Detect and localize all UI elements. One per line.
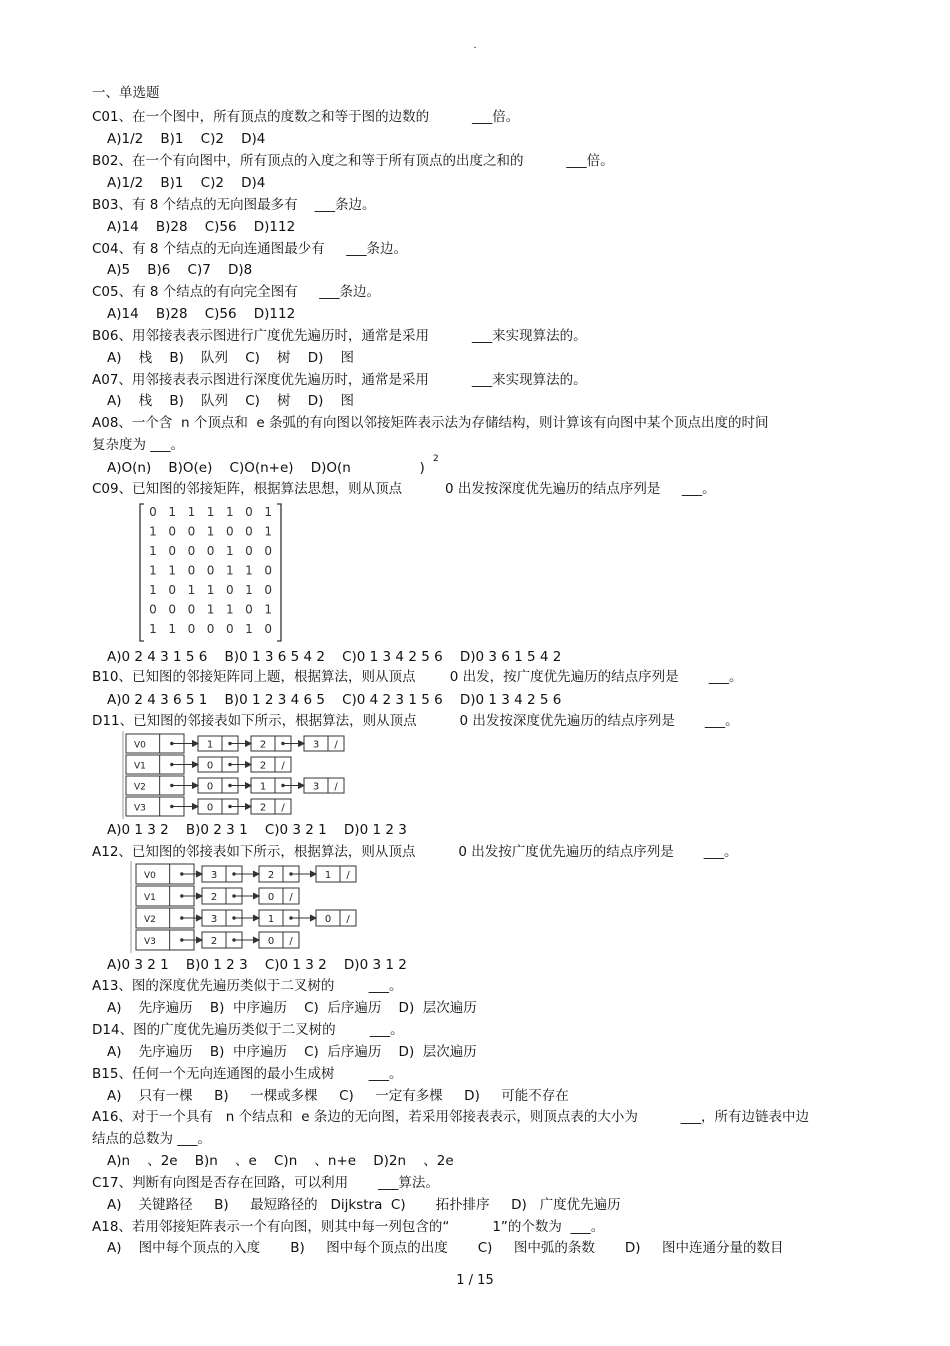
matrix-cell: 1 bbox=[206, 583, 215, 597]
question-10-options: A)0 2 4 3 6 5 1 B)0 1 2 3 4 6 5 C)0 4 2 3 1 5 6 D)0 1 3 4 2 5 6 bbox=[107, 692, 562, 708]
matrix-cell: 0 bbox=[168, 602, 177, 617]
matrix-cell: 0 bbox=[245, 602, 253, 617]
matrix-cell: 1 bbox=[245, 583, 253, 597]
question-14-options: A) 先序遍历 B) 中序遍历 C) 后序遍历 D) 层次遍历 bbox=[107, 1044, 477, 1060]
vertex-head-label: V3 bbox=[134, 803, 146, 814]
question-17: C17、判断有向图是否存在回路，可以利用 ___算法。 bbox=[92, 1175, 439, 1191]
edge-node-vertex: 0 bbox=[267, 892, 275, 903]
question-07: A07、用邻接表表示图进行深度优先遍历时，通常是采用 ___来实现算法的。 bbox=[92, 372, 587, 388]
edge-node-vertex: 2 bbox=[210, 936, 218, 947]
question-18: A18、若用邻接矩阵表示一个有向图，则其中每一列包含的“ 1”的个数为 ___。 bbox=[92, 1219, 605, 1235]
question-13: A13、图的深度优先遍历类似于二叉树的 ___。 bbox=[92, 978, 403, 994]
matrix-cell: 0 bbox=[187, 622, 196, 636]
matrix-cell: 0 bbox=[168, 524, 177, 539]
matrix-cell: 1 bbox=[168, 622, 177, 636]
question-03: B03、有 8 个结点的无向图最多有 ___条边。 bbox=[92, 197, 376, 213]
edge-node bbox=[251, 799, 291, 814]
matrix-cell: 1 bbox=[149, 583, 157, 597]
matrix-cell: 1 bbox=[168, 563, 177, 578]
page-header-dot: . bbox=[473, 40, 477, 51]
matrix-cell: 0 bbox=[206, 544, 215, 558]
matrix-cell: 1 bbox=[245, 563, 253, 578]
question-18-options: A) 图中每个顶点的入度 B) 图中每个顶点的出度 C) 图中弧的条数 D) 图中连通分量的数目 bbox=[107, 1240, 784, 1256]
edge-node-vertex: 2 bbox=[259, 760, 267, 772]
question-06-options: A) 栈 B) 队列 C) 树 D) 图 bbox=[107, 350, 355, 366]
question-12: A12、已知图的邻接表如下所示，根据算法，则从顶点 0 出发按广度优先遍历的结点序列是 ___。 bbox=[92, 844, 738, 860]
vertex-head-label: V2 bbox=[144, 915, 156, 925]
question-03-options: A)14 B)28 C)56 D)112 bbox=[107, 219, 296, 235]
vertex-head-label: V1 bbox=[144, 893, 156, 903]
matrix-cell: 0 bbox=[264, 563, 273, 578]
null-pointer-mark: / bbox=[289, 936, 293, 947]
edge-node-vertex: 2 bbox=[259, 802, 267, 814]
matrix-cell: 0 bbox=[264, 583, 273, 597]
question-15-options: A) 只有一棵 B) 一棵或多棵 C) 一定有多棵 D) 可能不存在 bbox=[107, 1088, 569, 1104]
vertex-head-label: V0 bbox=[134, 740, 146, 751]
edge-node-vertex: 1 bbox=[324, 870, 332, 881]
edge-node-vertex: 0 bbox=[206, 760, 214, 772]
edge-node-vertex: 2 bbox=[267, 870, 275, 881]
matrix-cell: 1 bbox=[264, 505, 273, 519]
edge-node-vertex: 3 bbox=[210, 870, 218, 881]
vertex-head-label: V0 bbox=[144, 871, 156, 881]
matrix-cell: 1 bbox=[149, 524, 157, 539]
matrix-cell: 0 bbox=[168, 583, 177, 597]
matrix-cell: 1 bbox=[264, 524, 273, 539]
matrix-cell: 0 bbox=[206, 563, 215, 578]
edge-node-vertex: 0 bbox=[324, 914, 332, 925]
edge-node-vertex: 1 bbox=[206, 739, 214, 751]
question-02: B02、在一个有向图中，所有顶点的入度之和等于所有顶点的出度之和的 ___倍。 bbox=[92, 153, 614, 169]
question-13-options: A) 先序遍历 B) 中序遍历 C) 后序遍历 D) 层次遍历 bbox=[107, 1000, 477, 1016]
null-pointer-mark: / bbox=[346, 914, 350, 925]
matrix-cell: 0 bbox=[245, 505, 253, 519]
matrix-cell: 0 bbox=[187, 602, 196, 617]
matrix-cell: 1 bbox=[225, 544, 234, 558]
edge-node-vertex: 1 bbox=[267, 914, 275, 925]
question-16-options: A)n 、2e B)n 、e C)n 、n+e D)2n 、2e bbox=[107, 1153, 454, 1169]
edge-node-vertex: 0 bbox=[267, 936, 275, 947]
matrix-cell: 0 bbox=[187, 563, 196, 578]
edge-node bbox=[259, 888, 299, 904]
matrix-cell: 1 bbox=[245, 622, 253, 636]
matrix-cell: 0 bbox=[245, 524, 253, 539]
matrix-cell: 0 bbox=[168, 544, 177, 558]
adjacency-list-figure-1 bbox=[122, 731, 372, 821]
matrix-cell: 0 bbox=[149, 505, 157, 519]
edge-node bbox=[304, 778, 344, 793]
null-pointer-mark: / bbox=[334, 739, 338, 751]
edge-node-vertex: 2 bbox=[259, 739, 267, 751]
question-01: C01、在一个图中，所有顶点的度数之和等于图的边数的 ___倍。 bbox=[92, 109, 520, 125]
matrix-cell: 0 bbox=[225, 622, 234, 636]
question-09: C09、已知图的邻接矩阵，根据算法思想，则从顶点 0 出发按深度优先遍历的结点序列是 ___。 bbox=[92, 481, 716, 497]
null-pointer-mark: / bbox=[289, 892, 293, 903]
question-11: D11、已知图的邻接表如下所示，根据算法，则从顶点 0 出发按深度优先遍历的结点序列是 ___。 bbox=[92, 713, 739, 729]
matrix-cell: 1 bbox=[264, 602, 273, 617]
edge-node bbox=[259, 932, 299, 948]
matrix-cell: 0 bbox=[149, 602, 157, 617]
matrix-cell: 1 bbox=[168, 505, 177, 519]
matrix-cell: 1 bbox=[149, 622, 157, 636]
edge-node-vertex: 3 bbox=[312, 781, 320, 793]
question-01-options: A)1/2 B)1 C)2 D)4 bbox=[107, 131, 266, 147]
question-12-options: A)0 3 2 1 B)0 1 2 3 C)0 1 3 2 D)0 3 1 2 bbox=[107, 957, 407, 973]
matrix-cell: 1 bbox=[206, 505, 215, 519]
adjacency-matrix bbox=[138, 500, 283, 645]
question-05: C05、有 8 个结点的有向完全图有 ___条边。 bbox=[92, 284, 380, 300]
matrix-cell: 1 bbox=[187, 505, 196, 519]
null-pointer-mark: / bbox=[334, 781, 338, 793]
question-08-options: A)O(n) B)O(e) C)O(n+e) D)O(n ) bbox=[107, 460, 425, 476]
edge-node bbox=[316, 866, 356, 882]
question-14: D14、图的广度优先遍历类似于二叉树的 ___。 bbox=[92, 1022, 404, 1038]
adjacency-list-figure-2 bbox=[130, 861, 375, 953]
question-04-options: A)5 B)6 C)7 D)8 bbox=[107, 262, 253, 278]
matrix-cell: 1 bbox=[149, 544, 157, 558]
question-04: C04、有 8 个结点的无向连通图最少有 ___条边。 bbox=[92, 241, 407, 257]
matrix-cell: 0 bbox=[225, 524, 234, 539]
edge-node-vertex: 1 bbox=[259, 781, 267, 793]
edge-node-vertex: 2 bbox=[210, 892, 218, 903]
question-09-options: A)0 2 4 3 1 5 6 B)0 1 3 6 5 4 2 C)0 1 3 4 2 5 6 D)0 3 6 1 5 4 2 bbox=[107, 649, 562, 665]
edge-node-vertex: 0 bbox=[206, 802, 214, 814]
question-10: B10、已知图的邻接矩阵同上题，根据算法，则从顶点 0 出发，按广度优先遍历的结点序列是 ___。 bbox=[92, 669, 743, 685]
edge-node bbox=[304, 736, 344, 751]
question-17-options: A) 关键路径 B) 最短路径的 Dijkstra C) 拓扑排序 D) 广度优先遍历 bbox=[107, 1197, 621, 1213]
question-02-options: A)1/2 B)1 C)2 D)4 bbox=[107, 175, 266, 191]
question-08-line1: A08、一个含 n 个顶点和 e 条弧的有向图以邻接矩阵表示法为存储结构，则计算该有向图中某个顶点出度的时间 bbox=[92, 415, 769, 431]
matrix-cell: 1 bbox=[206, 602, 215, 617]
edge-node bbox=[251, 757, 291, 772]
edge-node bbox=[316, 910, 356, 926]
page-number: 1 / 15 bbox=[456, 1273, 494, 1288]
edge-node-vertex: 0 bbox=[206, 781, 214, 793]
vertex-head-label: V2 bbox=[134, 782, 146, 793]
question-06: B06、用邻接表表示图进行广度优先遍历时，通常是采用 ___来实现算法的。 bbox=[92, 328, 587, 344]
vertex-head-label: V3 bbox=[144, 937, 156, 947]
question-16-line1: A16、对于一个具有 n 个结点和 e 条边的无向图，若采用邻接表表示，则顶点表的大小为 ___，所有边链表中边 bbox=[92, 1109, 809, 1125]
section-title: 一、单选题 bbox=[92, 85, 160, 101]
question-16-line2: 结点的总数为 ___。 bbox=[92, 1131, 212, 1147]
null-pointer-mark: / bbox=[281, 802, 285, 814]
matrix-cell: 1 bbox=[225, 602, 234, 617]
matrix-cell: 1 bbox=[187, 583, 196, 597]
edge-node-vertex: 3 bbox=[312, 739, 320, 751]
edge-node-vertex: 3 bbox=[210, 914, 218, 925]
matrix-cell: 0 bbox=[264, 622, 273, 636]
matrix-cell: 0 bbox=[187, 524, 196, 539]
null-pointer-mark: / bbox=[281, 760, 285, 772]
matrix-cell: 0 bbox=[187, 544, 196, 558]
matrix-cell: 0 bbox=[206, 622, 215, 636]
matrix-cell: 0 bbox=[264, 544, 273, 558]
null-pointer-mark: / bbox=[346, 870, 350, 881]
question-15: B15、任何一个无向连通图的最小生成树 ___。 bbox=[92, 1066, 403, 1082]
matrix-cell: 1 bbox=[225, 505, 234, 519]
question-05-options: A)14 B)28 C)56 D)112 bbox=[107, 306, 296, 322]
matrix-cell: 0 bbox=[225, 583, 234, 597]
question-07-options: A) 栈 B) 队列 C) 树 D) 图 bbox=[107, 393, 355, 409]
matrix-cell: 1 bbox=[206, 524, 215, 539]
matrix-cell: 1 bbox=[225, 563, 234, 578]
matrix-cell: 1 bbox=[149, 563, 157, 578]
question-11-options: A)0 1 3 2 B)0 2 3 1 C)0 3 2 1 D)0 1 2 3 bbox=[107, 822, 407, 838]
matrix-cell: 0 bbox=[245, 544, 253, 558]
vertex-head-label: V1 bbox=[134, 761, 146, 772]
question-08-line2: 复杂度为 ___。 bbox=[92, 437, 185, 453]
question-08-superscript: 2 bbox=[433, 454, 439, 464]
